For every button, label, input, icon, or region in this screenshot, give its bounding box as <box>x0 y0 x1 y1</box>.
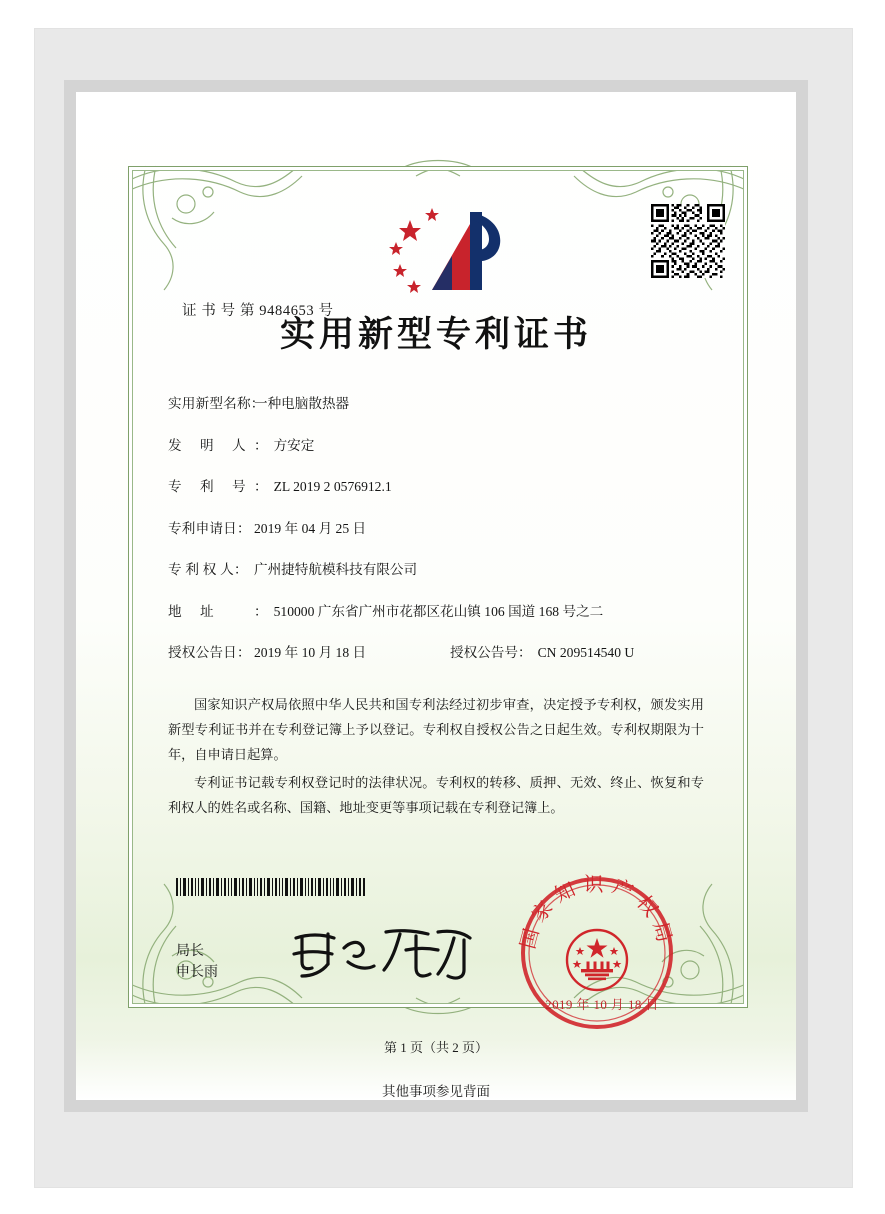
seal-date: 2019 年 10 月 18 日 <box>545 997 659 1012</box>
field-label: 专 利 号 <box>168 479 254 494</box>
field-patent-number <box>168 475 708 495</box>
field-label: 专利申请日： <box>168 520 251 536</box>
field-value: ZL 2019 2 0576912.1 <box>273 479 392 494</box>
field-value-secondary: CN 209514540 U <box>537 645 635 660</box>
field-label-secondary: 授权公告号： <box>450 645 532 660</box>
patent-office-logo-icon <box>374 202 514 310</box>
field-invention-name <box>168 392 708 412</box>
field-value: 一种电脑散热器 <box>254 396 350 411</box>
field-value: 2019 年 04 月 25 日 <box>254 520 367 536</box>
field-label: 实用新型名称： <box>168 396 265 411</box>
barcode-icon <box>176 878 366 896</box>
certificate-document <box>76 92 796 1100</box>
field-label-colon: ： <box>254 437 268 453</box>
field-address <box>168 600 708 620</box>
field-value: 510000 广东省广州市花都区花山镇 106 国道 168 号之二 <box>273 603 604 619</box>
field-patentee <box>168 558 708 578</box>
field-value: 2019 年 10 月 18 日 <box>254 645 367 660</box>
back-side-footnote: 其他事项参见背面 <box>382 1084 490 1099</box>
field-label: 授权公告日： <box>168 645 251 660</box>
handwritten-signature-icon <box>288 918 478 988</box>
field-label-colon: ： <box>254 603 268 619</box>
director-name-label: 申长雨 <box>176 965 218 980</box>
director-title-label: 局长 <box>176 944 204 959</box>
paragraph-registry: 专利证书记载专利权登记时的法律状况。专利权的转移、质押、无效、终止、恢复和专利权人的姓名或名称、国籍、地址变更等事项记载在专利登记簿上。 <box>168 775 704 815</box>
page-title: 实用新型专利证书 <box>279 314 592 355</box>
certificate-number: 证 书 号 第 9484653 号 <box>182 303 334 319</box>
paragraph-grant: 国家知识产权局依照中华人民共和国专利法经过初步审查，决定授予专利权，颁发实用新型专利证书并在专利登记簿上予以登记。专利权自授权公告之日起生效。专利权期限为十年，自申请日起算。 <box>168 697 704 762</box>
certificate-fields <box>168 392 708 683</box>
field-application-date <box>168 517 708 537</box>
page-indicator: 第 1 页（共 2 页） <box>383 1040 488 1055</box>
field-value: 广州捷特航模科技有限公司 <box>254 562 418 577</box>
qr-code-icon <box>651 204 725 278</box>
certificate-body-text <box>168 692 704 823</box>
field-label: 发 明 人 <box>168 437 254 453</box>
field-label-colon: ： <box>254 479 268 494</box>
signature-block <box>176 941 218 983</box>
field-inventor <box>168 434 708 454</box>
field-label: 地 址 <box>168 603 222 619</box>
field-value: 方安定 <box>273 437 315 453</box>
field-label: 专 利 权 人： <box>168 562 248 577</box>
svg-text:国家知识产权局: 国家知识产权局 <box>515 871 679 952</box>
field-grant-announcement <box>168 641 708 661</box>
